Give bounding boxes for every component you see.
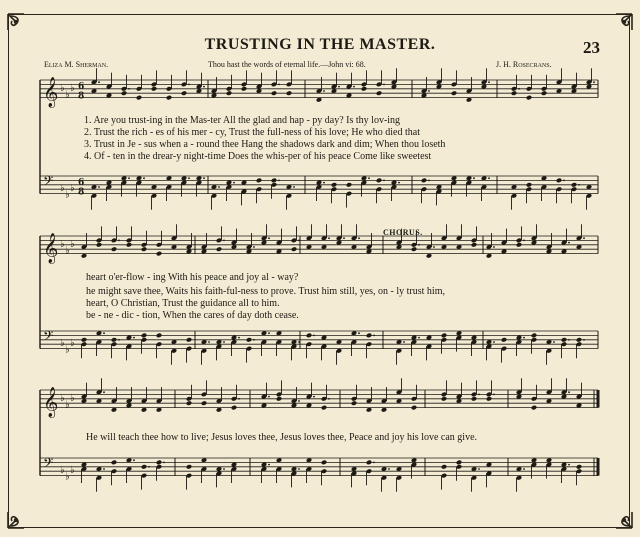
note-head	[186, 464, 192, 470]
time-signature-bottom: 8	[78, 91, 85, 102]
dot	[103, 468, 105, 470]
dot	[488, 177, 490, 179]
note-head	[306, 333, 312, 339]
dot	[343, 237, 345, 239]
note-head	[226, 90, 232, 96]
flat-icon: ♭	[60, 183, 65, 194]
dot	[518, 88, 520, 90]
note-head	[561, 337, 567, 343]
dot	[358, 237, 360, 239]
dot	[143, 177, 145, 179]
note-head	[111, 460, 117, 466]
note-head	[556, 178, 562, 184]
dot	[418, 337, 420, 339]
dot	[128, 177, 130, 179]
dot	[103, 332, 105, 334]
dot	[383, 84, 385, 86]
dot	[293, 186, 295, 188]
dot	[133, 459, 135, 461]
note-head	[141, 464, 147, 470]
dot	[128, 88, 130, 90]
note-head	[361, 86, 367, 92]
note-head	[166, 95, 172, 101]
dot	[568, 242, 570, 244]
dot	[473, 177, 475, 179]
verse-line-4: 4. Of - ten in the drear-y night-time Does the whis-per of his peace Come like sweetest	[84, 151, 432, 162]
dot	[493, 341, 495, 343]
dot	[493, 394, 495, 396]
note-head	[276, 396, 282, 402]
bass-clef-icon: 𝄢	[43, 327, 54, 347]
flat-icon: ♭	[60, 83, 65, 95]
dot	[328, 398, 330, 400]
dot	[203, 177, 205, 179]
note-head	[571, 182, 577, 188]
dot	[323, 182, 325, 184]
note-head	[186, 337, 192, 343]
page-number: 23	[583, 38, 600, 57]
note-head	[516, 242, 522, 248]
note-head	[541, 90, 547, 96]
dot	[268, 396, 270, 398]
dot	[338, 86, 340, 88]
dot	[433, 246, 435, 248]
dot	[563, 180, 565, 182]
dot	[208, 341, 210, 343]
note-head	[511, 90, 517, 96]
note-head	[141, 246, 147, 252]
bass-clef-icon: 𝄢	[43, 454, 54, 474]
flat-icon: ♭	[60, 338, 65, 349]
dot	[253, 246, 255, 248]
time-signature-top: 6	[78, 81, 85, 92]
dot	[278, 84, 280, 86]
note-head	[526, 182, 532, 188]
dot	[478, 468, 480, 470]
dot	[353, 86, 355, 88]
note-head	[471, 396, 477, 402]
dot	[133, 337, 135, 339]
note-head	[411, 246, 417, 252]
dot	[323, 90, 325, 92]
system2-line-3: heart, O Christian, Trust the guidance all to him.	[86, 298, 280, 309]
flat-icon: ♭	[65, 344, 70, 356]
note-head	[286, 90, 292, 96]
flat-icon: ♭	[65, 399, 70, 411]
dot	[428, 90, 430, 92]
dot	[523, 337, 525, 339]
note-head	[451, 90, 457, 96]
scripture-reference: Thou hast the words of eternal life.—John vi: 68.	[208, 60, 366, 69]
dot	[493, 246, 495, 248]
note-head	[376, 90, 382, 96]
dot	[298, 468, 300, 470]
note-head	[411, 405, 417, 411]
dot	[553, 341, 555, 343]
dot	[118, 339, 120, 341]
dot	[188, 84, 190, 86]
flat-icon: ♭	[65, 189, 70, 201]
note-head	[441, 396, 447, 402]
note-head	[111, 246, 117, 252]
dot	[568, 391, 570, 393]
dot	[373, 335, 375, 337]
dot	[118, 240, 120, 242]
treble-clef-icon: 𝄞	[43, 77, 59, 108]
dot	[148, 466, 150, 468]
note-head	[156, 251, 162, 257]
dot	[223, 240, 225, 242]
note-head	[111, 337, 117, 343]
flat-icon: ♭	[70, 393, 75, 405]
flat-icon: ♭	[70, 465, 75, 476]
dot	[223, 341, 225, 343]
time-signature-bottom: 8	[78, 187, 85, 198]
note-head	[441, 333, 447, 339]
note-head	[526, 95, 532, 101]
note-head	[216, 246, 222, 252]
dot	[238, 398, 240, 400]
dot	[298, 240, 300, 242]
note-head	[531, 333, 537, 339]
dot	[313, 396, 315, 398]
dot	[568, 339, 570, 341]
note-head	[151, 86, 157, 92]
note-head	[456, 460, 462, 466]
dot	[383, 180, 385, 182]
note-head	[231, 405, 237, 411]
dot	[163, 462, 165, 464]
note-head	[81, 337, 87, 343]
note-head	[241, 86, 247, 92]
note-head	[156, 333, 162, 339]
dot	[478, 394, 480, 396]
flat-icon: ♭	[65, 89, 70, 101]
note-head	[346, 182, 352, 188]
flat-icon: ♭	[65, 471, 70, 483]
dot	[298, 400, 300, 402]
dot	[98, 186, 100, 188]
flat-icon: ♭	[60, 239, 65, 251]
dot	[203, 86, 205, 88]
note-head	[291, 246, 297, 252]
chorus-lyric-line: He will teach thee how to live; Jesus loves thee, Jesus loves thee, Peace and joy his love can give.	[86, 432, 478, 443]
dot	[188, 177, 190, 179]
dot	[268, 237, 270, 239]
treble-clef-icon: 𝄞	[43, 387, 59, 418]
dot	[373, 462, 375, 464]
note-head	[376, 178, 382, 184]
dot	[253, 339, 255, 341]
note-head	[186, 400, 192, 406]
dot	[523, 468, 525, 470]
note-head	[421, 178, 427, 184]
dot	[313, 335, 315, 337]
note-head	[501, 337, 507, 343]
note-head	[136, 95, 142, 101]
note-head	[201, 400, 207, 406]
dot	[103, 391, 105, 393]
dot	[403, 341, 405, 343]
note-head	[246, 337, 252, 343]
dot	[428, 180, 430, 182]
flat-icon: ♭	[60, 465, 65, 476]
dot	[233, 182, 235, 184]
dot	[583, 339, 585, 341]
dot	[568, 464, 570, 466]
dot	[583, 237, 585, 239]
dot	[398, 182, 400, 184]
dot	[358, 332, 360, 334]
note-head	[141, 333, 147, 339]
flat-icon: ♭	[70, 83, 75, 95]
dot	[223, 468, 225, 470]
author-credit: Eliza M. Sherman.	[44, 60, 109, 69]
dot	[98, 81, 100, 83]
note-head	[96, 242, 102, 248]
verse-line-2: 2. Trust the rich - es of his mer - cy, Trust the full-ness of his love; He who died that	[84, 127, 420, 138]
note-head	[156, 460, 162, 466]
note-head	[181, 90, 187, 96]
flat-icon: ♭	[70, 183, 75, 194]
verse-line-3: 3. Trust in Je - sus when a - round thee Hang the shadows dark and dim; When thou loseth	[84, 139, 446, 150]
system2-line-2: he might save thee, Waits his faith-ful-ness to prove. Trust him still, yes, on - ly trust him,	[86, 286, 445, 297]
note-head	[271, 90, 277, 96]
dot	[593, 81, 595, 83]
dot	[578, 184, 580, 186]
note-head	[576, 337, 582, 343]
verse-line-1: 1. Are you trust-ing in the Mas-ter All the glad and hap - py day? Is thy lov-ing	[84, 115, 401, 126]
flat-icon: ♭	[70, 239, 75, 251]
system2-line-1: heart o'er-flow - ing With his peace and joy al - way?	[86, 272, 299, 283]
note-head	[126, 242, 132, 248]
note-head	[321, 405, 327, 411]
dot	[298, 341, 300, 343]
note-head	[366, 460, 372, 466]
treble-clef-icon: 𝄞	[43, 233, 59, 264]
dot	[418, 244, 420, 246]
system2-line-4: be - ne - dic - tion, When the cares of day doth cease.	[86, 310, 299, 321]
bass-clef-icon: 𝄢	[43, 172, 54, 192]
note-head	[256, 178, 262, 184]
dot	[488, 81, 490, 83]
note-head	[576, 464, 582, 470]
note-head	[121, 90, 127, 96]
note-head	[531, 405, 537, 411]
dot	[268, 464, 270, 466]
dot	[388, 468, 390, 470]
note-head	[321, 460, 327, 466]
note-head	[331, 182, 337, 188]
dot	[238, 337, 240, 339]
dot	[278, 180, 280, 182]
flat-icon: ♭	[60, 393, 65, 405]
note-head	[441, 464, 447, 470]
note-head	[271, 178, 277, 184]
dot	[218, 186, 220, 188]
note-head	[486, 396, 492, 402]
note-head	[366, 333, 372, 339]
dot	[523, 240, 525, 242]
note-head	[351, 400, 357, 406]
dot	[268, 332, 270, 334]
time-signature-top: 6	[78, 177, 85, 188]
flat-icon: ♭	[70, 338, 75, 349]
composer-credit: J. H. Rosecrans.	[496, 60, 552, 69]
dot	[368, 177, 370, 179]
hymn-title: TRUSTING IN THE MASTER.	[204, 36, 436, 53]
dot	[328, 237, 330, 239]
note-head	[471, 242, 477, 248]
flat-icon: ♭	[65, 245, 70, 257]
chorus-label: CHORUS.	[383, 228, 423, 237]
